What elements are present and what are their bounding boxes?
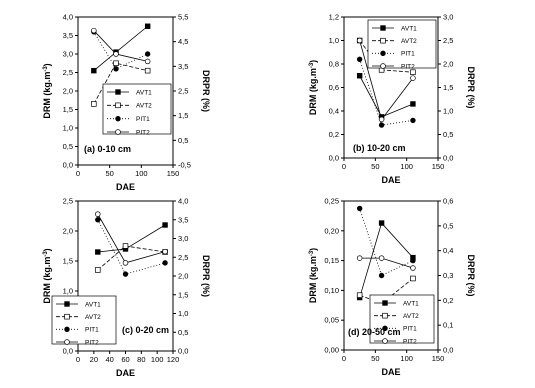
- series-line-avt2: [98, 246, 165, 270]
- y2-tick-label: 3,0: [178, 234, 189, 243]
- y2-tick-label: 2,0: [443, 59, 454, 69]
- data-point-avt1: [145, 24, 150, 29]
- data-point-avt2: [95, 268, 100, 273]
- panel-label: (c) 0-20 cm: [122, 325, 170, 335]
- series-pit2: [91, 28, 150, 64]
- data-point-pit2: [411, 266, 416, 271]
- legend-label-avt1: AVT1: [136, 89, 152, 97]
- legend-marker-pit1: [116, 116, 121, 121]
- data-point-avt2: [114, 61, 119, 66]
- x-axis-label: DAE: [115, 368, 136, 378]
- y2-tick-label: 0,5: [443, 130, 454, 139]
- y-tick-label: 0,00: [324, 345, 339, 355]
- data-point-pit2: [411, 76, 416, 81]
- y-tick-label: 0,4: [328, 106, 339, 116]
- legend-label-avt2: AVT2: [136, 102, 152, 110]
- data-point-pit1: [163, 260, 168, 265]
- x-tick-label: 150: [431, 162, 445, 171]
- data-point-pit1: [357, 206, 362, 211]
- x-tick-label: 60: [121, 355, 130, 364]
- data-point-pit2: [91, 28, 96, 33]
- legend-marker-pit2: [383, 339, 388, 344]
- data-point-pit1: [145, 52, 150, 57]
- y-axis-label: DRM $(kg.m^{-3})$: [42, 248, 52, 304]
- y-tick-label: 0,10: [324, 285, 339, 295]
- y2-tick-label: 4,5: [178, 37, 189, 47]
- series-line-pit2: [360, 258, 413, 268]
- chart-panel-2: [308, 13, 476, 186]
- legend-label-pit1: PIT1: [85, 326, 99, 334]
- data-point-pit2: [379, 256, 384, 261]
- series-avt2: [95, 244, 167, 273]
- legend-label-avt1: AVT1: [85, 301, 101, 309]
- data-point-pit2: [114, 52, 119, 57]
- y-tick-label: 3,5: [62, 31, 73, 40]
- series-pit1: [357, 206, 415, 278]
- data-point-avt2: [411, 276, 416, 281]
- legend-label-pit2: PIT2: [136, 129, 150, 137]
- data-point-pit1: [123, 272, 128, 277]
- data-point-pit2: [145, 59, 150, 64]
- x-tick-label: 50: [371, 354, 380, 363]
- y2-axis-label: DRPR (%): [466, 254, 476, 297]
- x-tick-label: 0: [75, 169, 81, 178]
- data-point-pit1: [411, 118, 416, 123]
- x-tick-label: 50: [371, 162, 380, 171]
- y-tick-label: 0,0: [62, 346, 73, 356]
- y2-tick-label: 0,5: [178, 135, 189, 145]
- x-axis-label: DAE: [381, 175, 401, 185]
- x-tick-label: 0: [75, 355, 81, 364]
- legend-marker-pit2: [65, 340, 70, 345]
- legend-label-avt2: AVT2: [403, 312, 419, 320]
- data-point-avt2: [91, 102, 96, 107]
- series-pit2: [95, 212, 167, 266]
- legend: [52, 296, 116, 346]
- y-tick-label: 1,0: [62, 123, 73, 133]
- legend: [368, 20, 436, 70]
- x-tick-label: 20: [89, 355, 99, 364]
- y-tick-label: 1,0: [328, 36, 339, 45]
- y-tick-label: 4,0: [62, 12, 73, 22]
- y2-tick-label: 0,5: [443, 221, 454, 231]
- y2-tick-label: 3,5: [178, 61, 189, 71]
- data-point-pit2: [163, 249, 168, 254]
- x-tick-label: 120: [166, 355, 180, 364]
- panel-label: (b) 10-20 cm: [353, 143, 406, 153]
- x-tick-label: 100: [400, 354, 413, 363]
- y-tick-label: 2,0: [62, 226, 73, 236]
- y-tick-label: 1,0: [62, 286, 73, 296]
- series-line-avt1: [98, 225, 165, 252]
- series-line-pit2: [98, 214, 165, 263]
- legend-box: [52, 296, 116, 347]
- panel-label: (a) 0-10 cm: [84, 144, 132, 154]
- legend-marker-avt1: [65, 302, 70, 307]
- y2-tick-label: 2,0: [178, 271, 189, 281]
- y-tick-label: 1,5: [62, 256, 73, 266]
- y-tick-label: 2,0: [62, 86, 73, 96]
- y2-tick-label: 0,4: [443, 246, 454, 256]
- x-tick-label: 100: [150, 355, 164, 364]
- legend-marker-pit1: [381, 51, 386, 56]
- y-tick-label: 0,5: [62, 142, 73, 151]
- y2-tick-label: 0,2: [443, 295, 454, 305]
- y-tick-label: 0,20: [324, 226, 339, 236]
- x-tick-label: 100: [135, 169, 148, 178]
- data-point-pit1: [379, 123, 384, 128]
- legend-marker-pit2: [381, 64, 386, 69]
- y-tick-label: 2,5: [62, 68, 73, 77]
- y-axis-label: DRM $(kg.m^{-3})$: [42, 63, 52, 119]
- data-point-avt2: [357, 293, 362, 298]
- legend: [103, 84, 171, 136]
- y2-tick-label: 0,5: [178, 327, 189, 337]
- y-tick-label: 2,5: [62, 196, 73, 206]
- series-avt1: [91, 24, 150, 73]
- x-axis-label: DAE: [115, 182, 136, 192]
- x-tick-label: 0: [341, 162, 347, 171]
- data-point-avt1: [163, 223, 168, 228]
- x-tick-label: 150: [166, 169, 180, 178]
- chart-panel-4: [308, 197, 476, 378]
- legend-marker-avt1: [116, 90, 121, 95]
- y2-tick-label: 1,0: [178, 309, 189, 318]
- y2-axis-label: DRPR (%): [201, 255, 211, 297]
- y-tick-label: 3,0: [62, 49, 73, 59]
- series-avt1: [357, 221, 415, 300]
- y-tick-label: 0,2: [328, 130, 339, 139]
- data-point-pit2: [95, 212, 100, 217]
- y2-tick-label: 3,5: [178, 215, 189, 225]
- y2-tick-label: 2,5: [443, 36, 454, 45]
- legend-marker-pit2: [116, 130, 121, 135]
- data-point-pit1: [379, 273, 384, 278]
- y2-tick-label: 2,5: [178, 252, 189, 262]
- legend-label-pit1: PIT1: [136, 115, 150, 123]
- x-tick-label: 50: [105, 169, 114, 178]
- legend-marker-avt2: [381, 38, 386, 43]
- y2-axis-label: DRPR (%): [201, 70, 211, 112]
- data-point-pit2: [357, 38, 362, 43]
- y2-tick-label: 4,0: [178, 196, 189, 206]
- data-point-pit2: [123, 260, 128, 265]
- data-point-avt2: [411, 70, 416, 75]
- y-tick-label: 1,2: [328, 12, 339, 22]
- series-avt1: [357, 73, 415, 119]
- y-axis-label: DRM $(kg.m^{-3})$: [308, 247, 318, 304]
- y-tick-label: 0,25: [324, 196, 339, 206]
- y-tick-label: 0,15: [324, 256, 339, 266]
- y2-tick-label: 1,5: [178, 290, 189, 300]
- y2-axis-label: DRPR (%): [466, 66, 476, 109]
- x-tick-label: 80: [137, 355, 146, 364]
- x-axis-label: DAE: [381, 367, 401, 377]
- legend-label-pit1: PIT1: [403, 325, 417, 333]
- y-tick-label: 0,05: [324, 315, 339, 325]
- y2-tick-label: 1,0: [443, 106, 454, 116]
- y-axis-label: DRM $(kg.m^{-3})$: [308, 59, 318, 116]
- y2-tick-label: 2,5: [178, 86, 189, 96]
- data-point-pit1: [411, 258, 416, 263]
- chart-panel-3: [42, 197, 211, 379]
- data-point-avt1: [357, 73, 362, 78]
- legend-label-pit2: PIT2: [85, 339, 99, 347]
- legend-marker-avt1: [381, 26, 386, 31]
- y2-tick-label: 0,1: [443, 320, 454, 330]
- series-avt1: [95, 223, 167, 255]
- y2-tick-label: 1,5: [178, 111, 189, 121]
- y-tick-label: 0,6: [328, 83, 339, 92]
- data-point-avt2: [145, 68, 150, 73]
- y2-tick-label: 1,5: [443, 83, 454, 92]
- y2-tick-label: 0,0: [443, 153, 454, 163]
- legend: [370, 295, 434, 345]
- y-tick-label: 0,8: [328, 59, 339, 69]
- y2-tick-label: 0,0: [178, 346, 189, 356]
- y2-tick-label: 3,0: [443, 12, 454, 22]
- data-point-avt1: [91, 68, 96, 73]
- legend-marker-avt2: [65, 314, 70, 319]
- data-point-avt1: [411, 102, 416, 107]
- y2-tick-label: 0,6: [443, 196, 454, 206]
- series-line-pit1: [94, 32, 148, 69]
- series-line-avt1: [360, 76, 413, 117]
- y2-tick-label: 5,5: [178, 12, 189, 22]
- x-tick-label: 0: [341, 354, 347, 363]
- legend-marker-avt1: [383, 301, 388, 306]
- data-point-avt1: [379, 221, 384, 226]
- data-point-pit2: [357, 256, 362, 261]
- legend-marker-avt2: [383, 313, 388, 318]
- data-point-pit2: [379, 117, 384, 122]
- data-point-avt2: [123, 244, 128, 249]
- data-point-pit1: [114, 66, 119, 71]
- data-point-avt1: [95, 250, 100, 255]
- y-tick-label: 0,0: [62, 160, 73, 170]
- legend-label-pit1: PIT1: [401, 50, 415, 58]
- panel-label: (d) 20-50 cm: [348, 327, 401, 337]
- series-line-pit2: [94, 31, 148, 62]
- y2-tick-label: -0,5: [178, 160, 191, 170]
- legend-label-avt2: AVT2: [401, 37, 417, 45]
- y-tick-label: 0,0: [328, 153, 339, 163]
- y2-tick-label: 0,0: [443, 345, 454, 355]
- legend-label-avt1: AVT1: [403, 300, 419, 308]
- legend-label-avt2: AVT2: [85, 313, 101, 321]
- data-point-pit1: [357, 57, 362, 62]
- series-line-avt1: [360, 223, 413, 298]
- series-pit2: [357, 256, 415, 271]
- legend-marker-pit1: [65, 327, 70, 332]
- legend-marker-avt2: [116, 103, 121, 108]
- y2-tick-label: 0,3: [443, 271, 454, 280]
- chart-panel-1: [42, 13, 211, 193]
- legend-label-avt1: AVT1: [401, 25, 417, 33]
- y-tick-label: 1,5: [62, 105, 73, 114]
- legend-label-pit2: PIT2: [403, 338, 417, 346]
- x-tick-label: 150: [431, 354, 445, 363]
- x-tick-label: 100: [400, 162, 413, 171]
- data-point-pit1: [95, 217, 100, 222]
- legend-label-pit2: PIT2: [401, 63, 415, 71]
- x-tick-label: 40: [105, 355, 114, 364]
